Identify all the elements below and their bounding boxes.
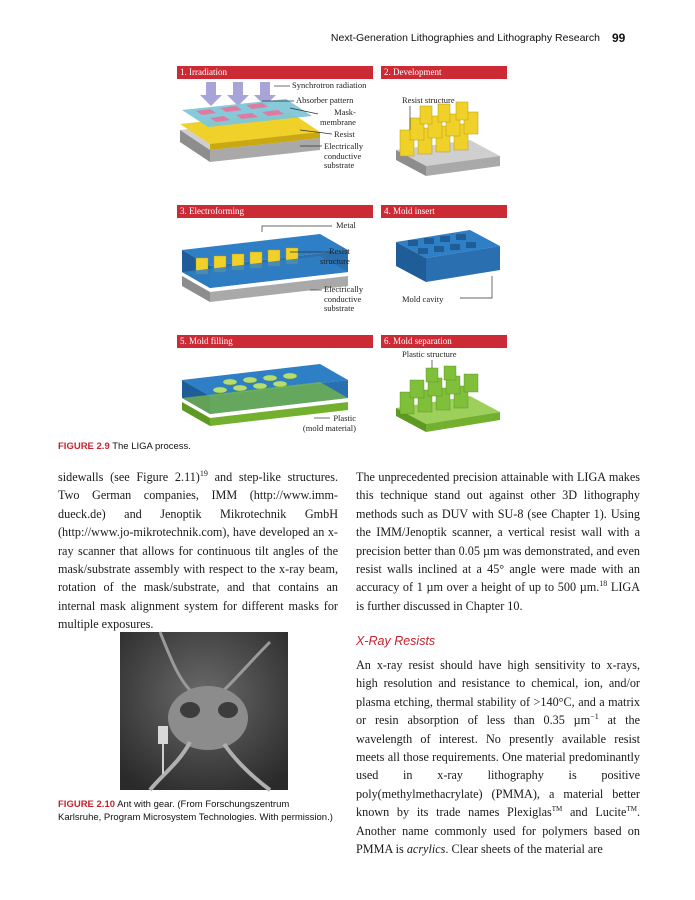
panel-label-mold-filling: 5. Mold filling — [177, 335, 373, 348]
figure-2-9-caption: FIGURE 2.9 The LIGA process. — [58, 441, 191, 452]
right-paragraph-2: An x-ray resist should have high sensitivity to x-rays, high resolution and resistance to chemical, ion, and/or plasma etching, thermal stability of >140°C, and a matrix or resin absorption of less than 0.35 µm$^{-1}$ at the wavelength of interest. No presently available resist meets all those requirements. One material predominantly used in x-ray lithography is positive poly(methylmethacrylate) (PMMA), a material better known by its trade names Plexiglas™ and Lucite™. Another name commonly used for polymers based on PMMA is acrylics. Clear sheets of the material are — [356, 658, 640, 857]
label-resist: Resist — [334, 129, 355, 139]
label-resist-structure-3: Resist structure — [320, 246, 350, 266]
label-mold-cavity: Mold cavity — [402, 294, 444, 304]
label-metal: Metal — [336, 220, 356, 230]
label-absorber-pattern: Absorber pattern — [296, 95, 354, 105]
left-column-text — [58, 468, 338, 634]
panel-label-development: 2. Development — [381, 66, 507, 79]
panel-label-electroforming: 3. Electroforming — [177, 205, 373, 218]
label-plastic: Plastic (mold material) — [302, 413, 356, 433]
ant-with-gear-photo — [120, 632, 288, 790]
page-number: 99 — [612, 31, 626, 45]
gear-icon — [158, 726, 168, 744]
label-substrate-1: Electrically conductive substrate — [324, 141, 364, 170]
panel-label-mold-separation: 6. Mold separation — [381, 335, 507, 348]
figure-2-10-caption: FIGURE 2.10 Ant with gear. (From Forschungszentrum Karlsruhe, Program Microsystem Technologies. With permission.) — [58, 799, 333, 823]
left-paragraph: sidewalls (see Figure 2.11)$^{19}$ and step-like structures. Two German companies, IMM (http://www.imm-dueck.de) and Jenoptik Mikrotechnik GmbH (http://www.jo-mikrotechnik.com), have developed an x-ray scanner that allows for continuous tilt angles of the mask/substrate assembly with respect to the x-ray beam, rotation of the mask/substrate, and that contains an internal mask alignment system for different masks for multiple exposures. — [58, 468, 338, 632]
section-heading-x-ray-resists: X-Ray Resists — [356, 634, 436, 648]
panel-label-mold-insert: 4. Mold insert — [381, 205, 507, 218]
running-title: Next-Generation Lithographies and Lithography Research — [330, 32, 600, 44]
right-column-text-2 — [356, 656, 640, 858]
panel-label-irradiation: 1. Irradiation — [177, 66, 373, 79]
label-resist-structure: Resist structure — [402, 95, 455, 105]
label-mask-membrane: Mask- membrane — [320, 107, 356, 127]
label-plastic-structure: Plastic structure — [402, 349, 457, 359]
right-paragraph-1: The unprecedented precision attainable with LIGA makes this technique stand out against other 3D lithography methods such as DUV with SU-8 (see Chapter 1). Using the IMM/Jenoptik scanner, a vertical resist wall with a precision better than 0.05 µm was demonstrated, and even resist walls inclined at a 45° angle were made with an accuracy of 1 µm over a height of up to 500 µm.$^{18}$ LIGA is further discussed in Chapter 10. — [356, 470, 641, 613]
label-substrate-3: Electrically conductive substrate — [324, 284, 364, 313]
label-synchrotron-radiation: Synchrotron radiation — [292, 80, 367, 90]
right-column-text — [356, 468, 640, 615]
resist-pillars — [400, 102, 478, 156]
